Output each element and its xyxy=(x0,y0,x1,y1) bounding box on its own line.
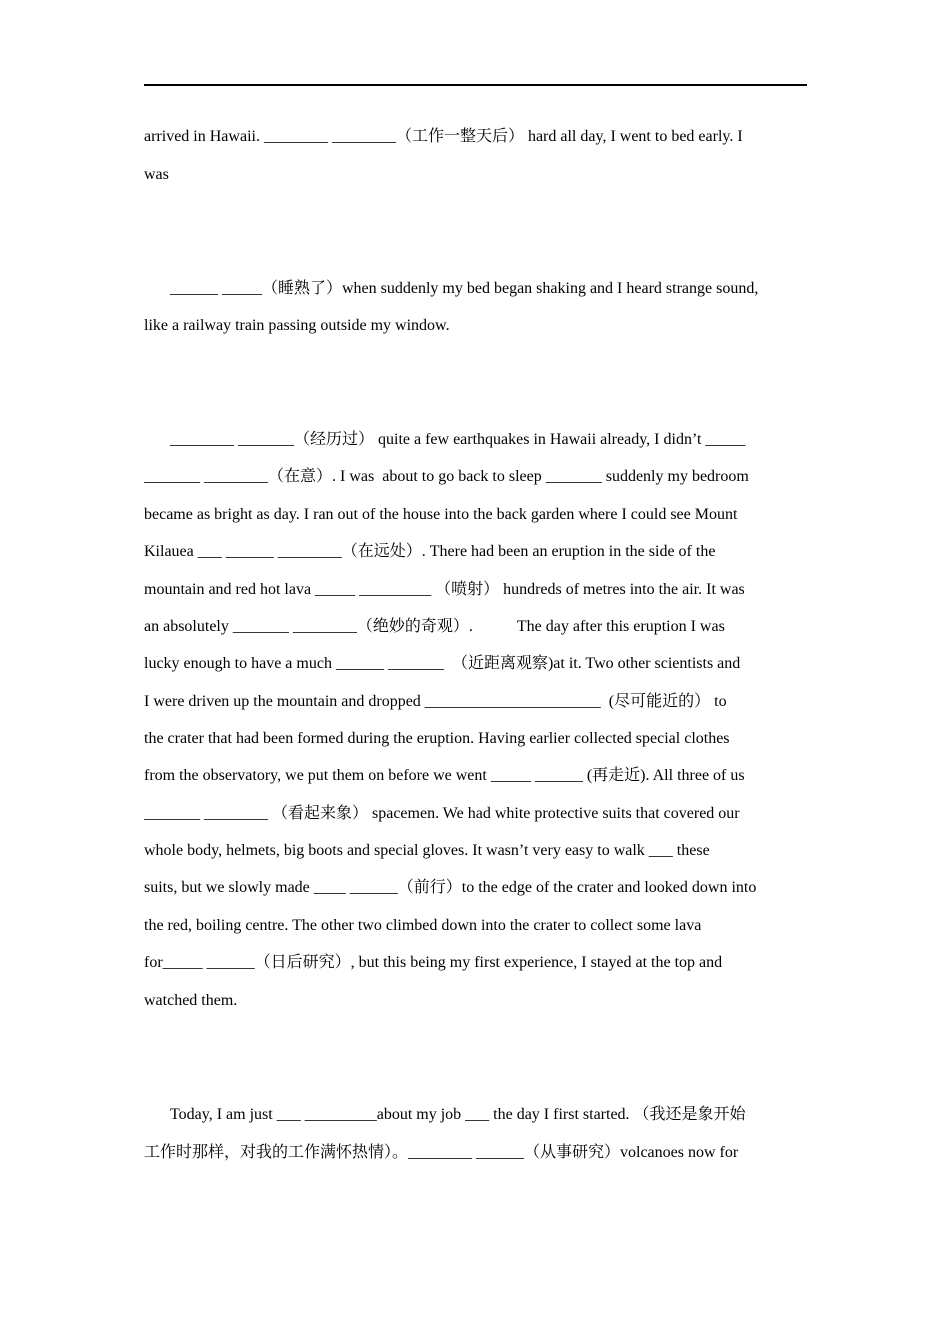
text-line: _______ ________ （看起来象） spacemen. We had white protective suits that covered our xyxy=(144,805,740,822)
text-line: arrived in Hawaii. ________ ________（工作一整天后） hard all day, I went to bed early. I xyxy=(144,128,743,145)
text-line: from the observatory, we put them on before we went _____ ______ (再走近). All three of us xyxy=(144,767,745,784)
text-line: I were driven up the mountain and dropped ______________________ (尽可能近的） to xyxy=(144,693,727,710)
text-line: for_____ ______（日后研究）, but this being my first experience, I stayed at the top and xyxy=(144,954,723,971)
text-line: the red, boiling centre. The other two climbed down into the crater to collect some lava xyxy=(144,917,702,934)
text-line: Kilauea ___ ______ ________（在远处）. There had been an eruption in the side of the xyxy=(144,543,716,560)
top-rule xyxy=(144,84,807,86)
text-line: whole body, helmets, big boots and special gloves. It wasn’t very easy to walk ___ these xyxy=(144,842,710,859)
text-line: suits, but we slowly made ____ ______（前行）to the edge of the crater and looked down into xyxy=(144,879,757,896)
text-line: ______ _____（睡熟了）when suddenly my bed began shaking and I heard strange sound, xyxy=(170,280,759,297)
text-line: 工作时那样，对我的工作满怀热情）。________ ______（从事研究）volcanoes now for xyxy=(144,1144,739,1161)
text-line: lucky enough to have a much ______ _______ （近距离观察)at it. Two other scientists and xyxy=(144,655,741,672)
text-line: an absolutely _______ ________（绝妙的奇观）. The day after this eruption I was xyxy=(144,618,725,635)
text-line: mountain and red hot lava _____ _________ （喷射） hundreds of metres into the air. It was xyxy=(144,581,745,598)
text-line: Today, I am just ___ _________about my job ___ the day I first started. （我还是象开始 xyxy=(170,1106,746,1123)
text-line: watched them. xyxy=(144,992,238,1009)
text-line: the crater that had been formed during the eruption. Having earlier collected special clothes xyxy=(144,730,730,747)
text-line: became as bright as day. I ran out of the house into the back garden where I could see Mount xyxy=(144,506,738,523)
text-line: was xyxy=(144,166,169,183)
text-line: _______ ________（在意）. I was about to go back to sleep _______ suddenly my bedroom xyxy=(144,468,749,485)
text-line: ________ _______（经历过） quite a few earthquakes in Hawaii already, I didn’t _____ xyxy=(170,431,746,448)
text-line: like a railway train passing outside my window. xyxy=(144,317,450,334)
